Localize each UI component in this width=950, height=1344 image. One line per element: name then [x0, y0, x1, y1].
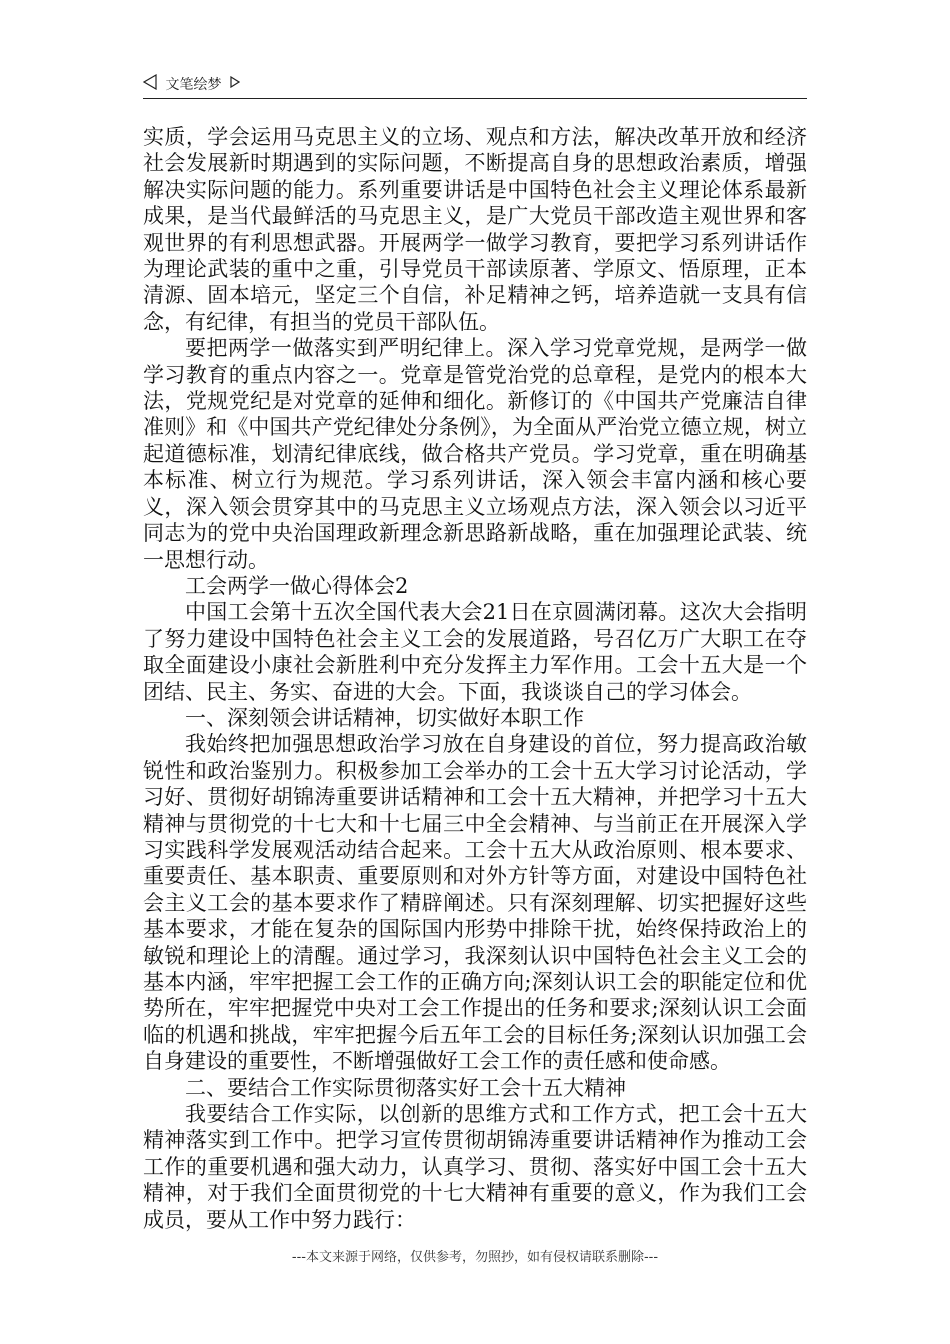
section-heading: 二、要结合工作实际贯彻落实好工会十五大精神 [185, 1075, 626, 1100]
section-heading: 工会两学一做心得体会2 [185, 573, 409, 598]
section-heading: 一、深刻领会讲话精神，切实做好本职工作 [185, 705, 584, 730]
triangle-left-icon [143, 74, 157, 94]
paragraph: 我要结合工作实际，以创新的思维方式和工作方式，把工会十五大精神落实到工作中。把学习宣传贯彻胡锦涛重要讲话精神作为推动工会工作的重要机遇和强大动力，认真学习、贯彻、落实好中国工会十五大精神，对于我们全面贯彻党的十七大精神有重要的意义，作为我们工会成员，要从工作中努力践行： [143, 1102, 807, 1232]
paragraph: 中国工会第十五次全国代表大会21日在京圆满闭幕。这次大会指明了努力建设中国特色社会主义工会的发展道路，号召亿万广大职工在夺取全面建设小康社会新胜利中充分发挥主力军作用。工会十五大是一个团结、民主、务实、奋进的大会。下面，我谈谈自己的学习体会。 [143, 600, 807, 704]
paragraph: 要把两学一做落实到严明纪律上。深入学习党章党规，是两学一做学习教育的重点内容之一。党章是管党治党的总章程，是党内的根本大法，党规党纪是对党章的延伸和细化。新修订的《中国共产党廉洁自律准则》和《中国共产党纪律处分条例》，为全面从严治党立德立规，树立起道德标准，划清纪律底线，做合格共产党员。学习党章，重在明确基本标准、树立行为规范。学习系列讲话，深入领会丰富内涵和核心要义，深入领会贯穿其中的马克思主义立场观点方法，深入领会以习近平同志为的党中央治国理政新理念新思路新战略，重在加强理论武装、统一思想行动。 [143, 336, 807, 572]
footer-notice: ---本文来源于网络，仅供参考，勿照抄，如有侵权请联系删除--- [291, 1250, 659, 1265]
paragraph: 实质，学会运用马克思主义的立场、观点和方法，解决改革开放和经济社会发展新时期遇到的实际问题，不断提高自身的思想政治素质，增强解决实际问题的能力。系列重要讲话是中国特色社会主义理论体系最新成果，是当代最鲜活的马克思主义，是广大党员干部改造主观世界和客观世界的有利思想武器。开展两学一做学习教育，要把学习系列讲话作为理论武装的重中之重，引导党员干部读原著、学原文、悟原理，正本清源、固本培元，坚定三个自信，补足精神之钙，培养造就一支具有信念，有纪律，有担当的党员干部队伍。 [143, 125, 807, 334]
page-header [143, 74, 807, 99]
triangle-right-icon [230, 76, 240, 92]
paragraph: 我始终把加强思想政治学习放在自身建设的首位，努力提高政治敏锐性和政治鉴别力。积极参加工会举办的工会十五大学习讨论活动，学习好、贯彻好胡锦涛重要讲话精神和工会十五大精神，并把学习十五大精神与贯彻党的十七大和十七届三中全会精神、与当前正在开展深入学习实践科学发展观活动结合起来。工会十五大从政治原则、根本要求、重要责任、基本职责、重要原则和对外方针等方面，对建设中国特色社会主义工会的基本要求作了精辟阐述。只有深刻理解、切实把握好这些基本要求，才能在复杂的国际国内形势中排除干扰，始终保持政治上的敏锐和理论上的清醒。通过学习，我深刻认识中国特色社会主义工会的基本内涵，牢牢把握工会工作的正确方向;深刻认识工会的职能定位和优势所在，牢牢把握党中央对工会工作提出的任务和要求;深刻认识工会面临的机遇和挑战，牢牢把握今后五年工会的目标任务;深刻认识加强工会自身建设的重要性，不断增强做好工会工作的责任感和使命感。 [143, 732, 807, 1074]
document-body [143, 124, 807, 1233]
header-title: 文笔绘梦 [165, 77, 222, 93]
